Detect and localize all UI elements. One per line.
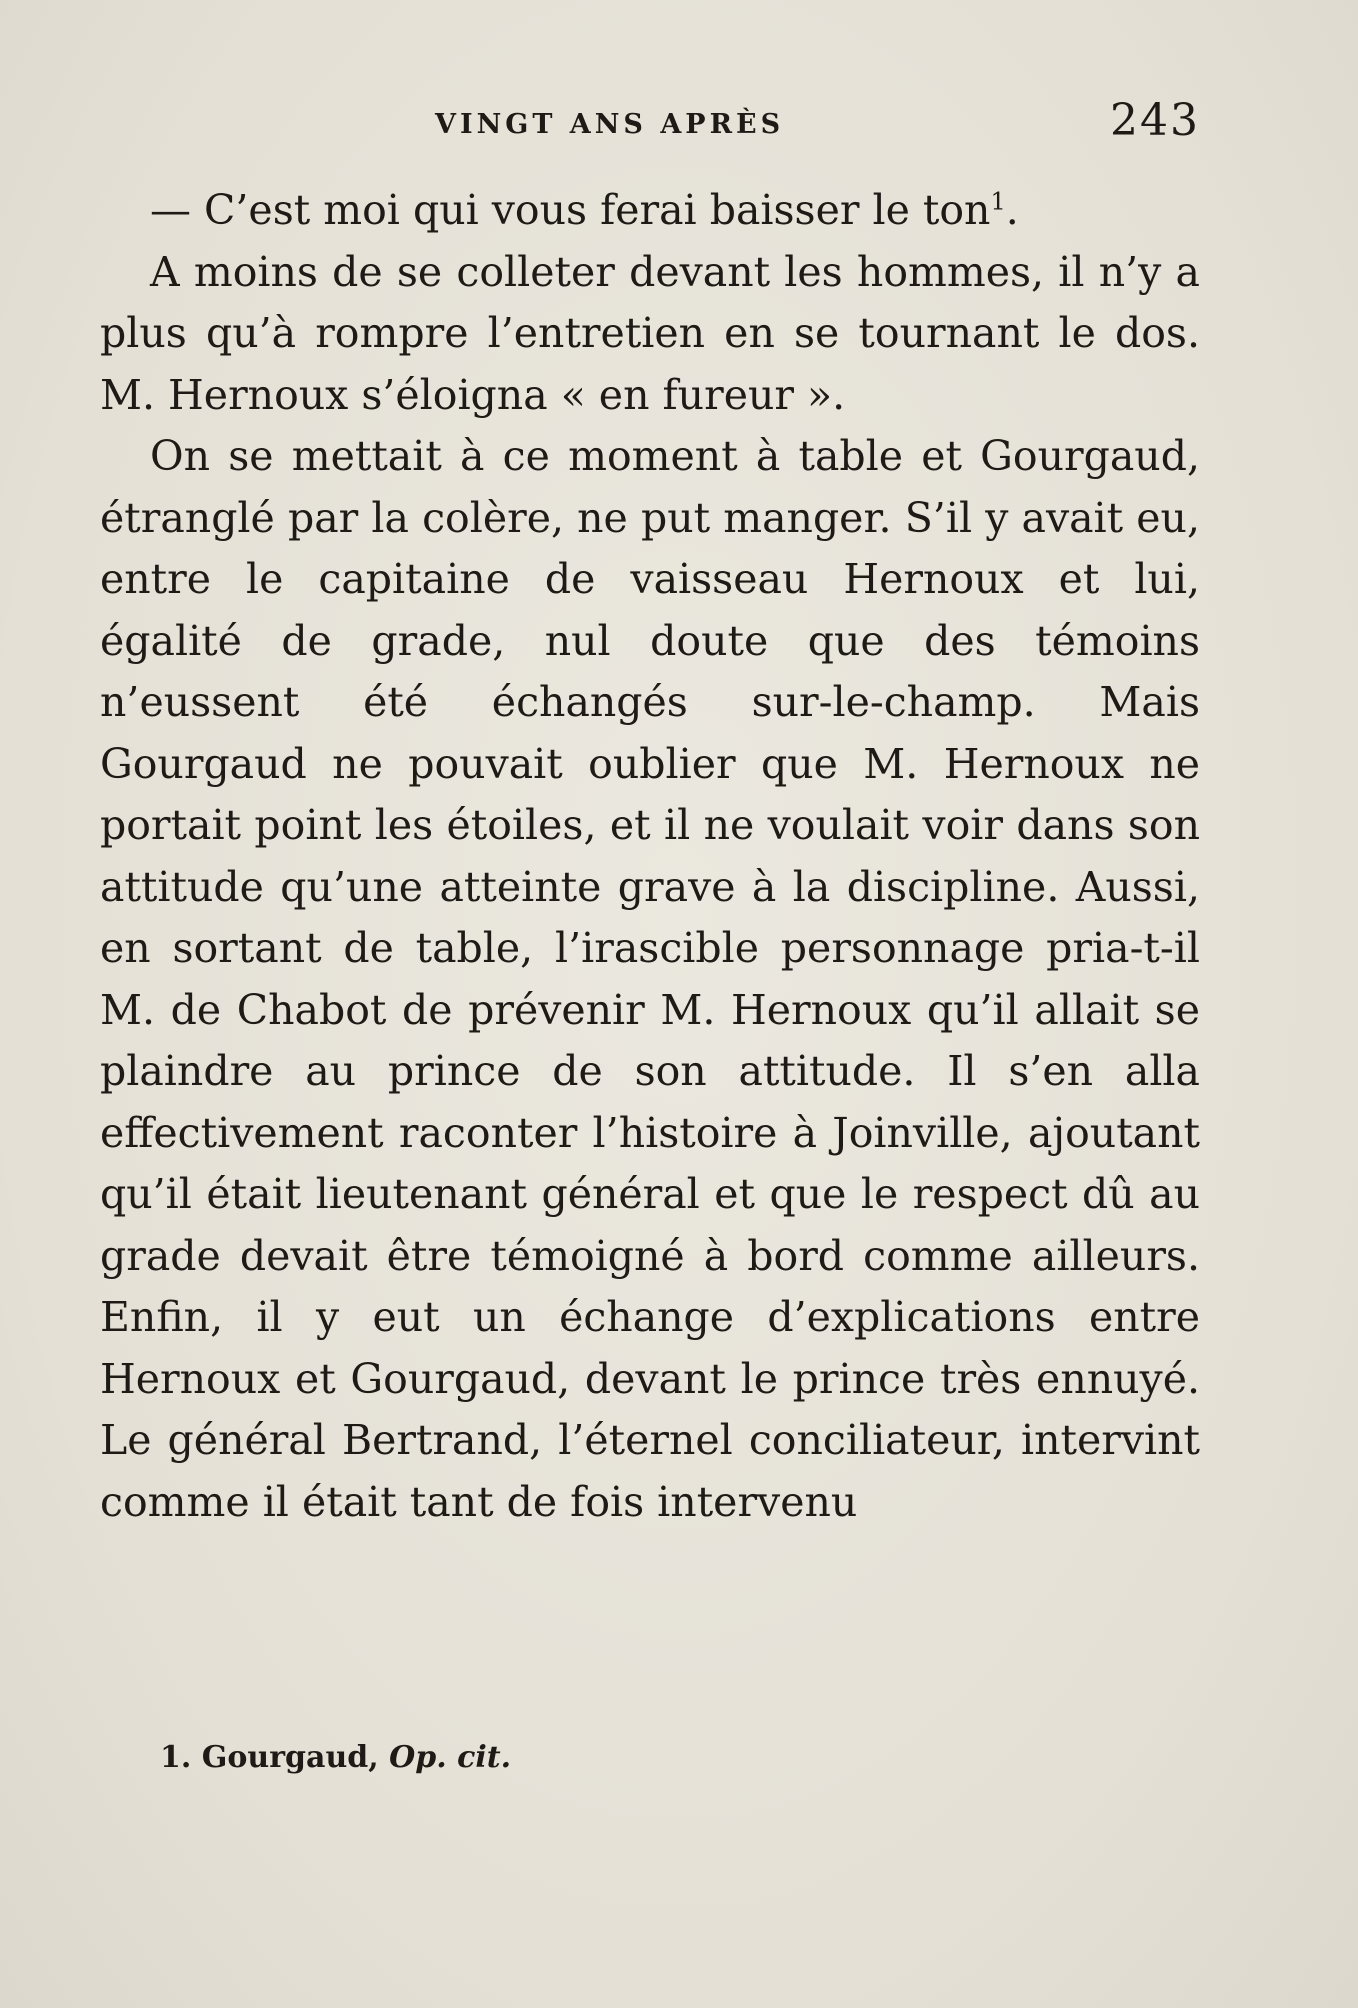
dialogue-end: .: [1005, 186, 1019, 234]
paragraph-2: On se mettait à ce moment à table et Gourgaud, étranglé par la colère, ne put manger. S’il y avait eu, entre le capitaine de vaisseau Hernoux et lui, égalité de grade, nul doute que des témoins n’eussent été échangés sur-le-champ. Mais Gourgaud ne pouvait oublier que M. Hernoux ne portait point les étoiles, et il ne voulait voir dans son attitude qu’une atteinte grave à la discipline. Aussi, en sortant de table, l’irascible personnage pria-t-il M. de Chabot de prévenir M. Hernoux qu’il allait se plaindre au prince de son attitude. Il s’en alla effectivement raconter l’histoire à Joinville, ajoutant qu’il était lieutenant général et que le respect dû au grade devait être témoigné à bord comme ailleurs. Enfin, il y eut un échange d’explications entre Hernoux et Gourgaud, devant le prince très ennuyé. Le général Bertrand, l’éternel conciliateur, intervint comme il était tant de fois intervenu: [100, 432, 1200, 1526]
footnote: [160, 1740, 511, 1775]
footnote-author: Gourgaud,: [201, 1740, 379, 1775]
body-text: [100, 180, 1200, 1533]
footnote-marker: 1: [990, 187, 1006, 216]
footnote-reference: Op. cit.: [389, 1740, 512, 1775]
dialogue-text: — C’est moi qui vous ferai baisser le ton: [150, 186, 991, 234]
paragraph-1: A moins de se colleter devant les hommes, il n’y a plus qu’à rompre l’entretien en se tournant le dos. M. Hernoux s’éloigna « en fureur ».: [100, 247, 1200, 419]
footnote-number: 1.: [160, 1740, 192, 1775]
page-number: 243: [1110, 95, 1200, 146]
running-head: [100, 95, 1200, 155]
dialogue-line: [100, 180, 1200, 242]
running-title: VINGT ANS APRÈS: [435, 109, 785, 140]
